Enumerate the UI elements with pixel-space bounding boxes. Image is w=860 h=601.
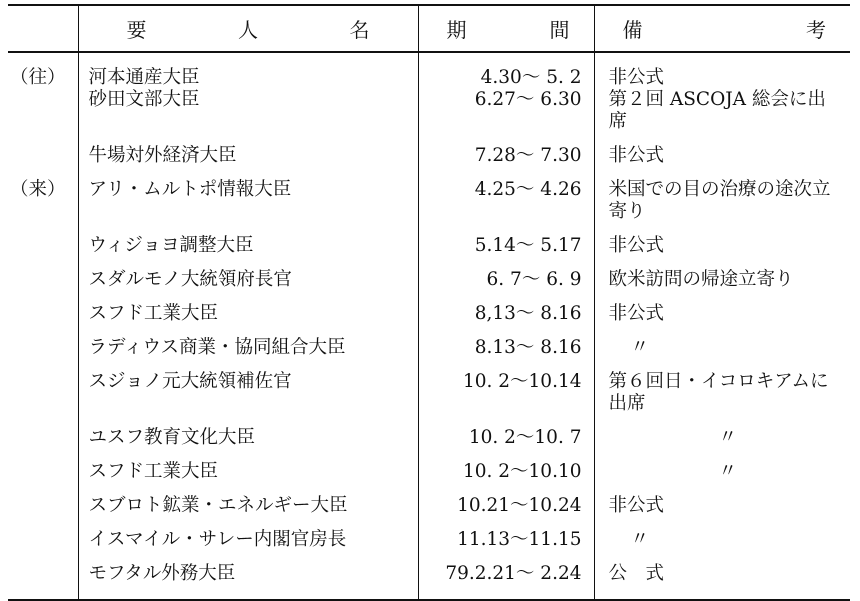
header-remarks <box>594 5 850 52</box>
table-row <box>8 529 850 563</box>
direction-label <box>8 89 78 145</box>
visit-period: 10. 2～10.14 <box>418 371 594 427</box>
direction-label <box>8 427 78 461</box>
direction-label <box>8 337 78 371</box>
table-row <box>8 427 850 461</box>
official-name: スジョノ元大統領補佐官 <box>78 371 418 427</box>
remarks: 非公式 <box>594 145 850 179</box>
remarks: 非公式 <box>594 52 850 89</box>
remarks-ditto-mark: 〃 <box>594 427 850 461</box>
visit-period: 10.21～10.24 <box>418 495 594 529</box>
official-name: 砂田文部大臣 <box>78 89 418 145</box>
remarks: 非公式 <box>594 495 850 529</box>
table-row <box>8 303 850 337</box>
direction-label <box>8 145 78 179</box>
visit-period: 8,13～ 8.16 <box>418 303 594 337</box>
remarks: 米国での目の治療の途次立寄り <box>594 179 850 235</box>
official-name: 牛場対外経済大臣 <box>78 145 418 179</box>
table-row <box>8 179 850 235</box>
header-remarks-char: 備 <box>622 18 643 42</box>
official-name: モフタル外務大臣 <box>78 563 418 600</box>
table-row <box>8 89 850 145</box>
direction-label <box>8 529 78 563</box>
header-period-char: 期 <box>446 18 467 42</box>
table-row <box>8 461 850 495</box>
remarks-ditto-mark: 〃 <box>594 461 850 495</box>
visit-period: 8.13～ 8.16 <box>418 337 594 371</box>
official-name: ウィジョヨ調整大臣 <box>78 235 418 269</box>
header-name-char: 人 <box>238 18 258 42</box>
direction-label: （来） <box>10 179 66 200</box>
direction-label: （往） <box>10 67 66 88</box>
header-period <box>418 5 594 52</box>
header-name <box>78 5 418 52</box>
official-name: 河本通産大臣 <box>78 52 418 89</box>
remarks-ditto-mark: 〃 <box>594 337 850 371</box>
official-name: スフド工業大臣 <box>78 303 418 337</box>
official-name: ユスフ教育文化大臣 <box>78 427 418 461</box>
remarks: 欧米訪問の帰途立寄り <box>594 269 850 303</box>
header-direction <box>8 5 78 52</box>
official-name: スフド工業大臣 <box>78 461 418 495</box>
table-row <box>8 145 850 179</box>
visit-period: 7.28～ 7.30 <box>418 145 594 179</box>
table-row <box>8 52 850 89</box>
direction-label <box>8 563 78 600</box>
remarks: 非公式 <box>594 235 850 269</box>
direction-label <box>8 303 78 337</box>
direction-label <box>8 495 78 529</box>
header-period-char: 間 <box>549 18 570 42</box>
table-row <box>8 371 850 427</box>
remarks-ditto-mark: 〃 <box>594 529 850 563</box>
direction-label <box>8 235 78 269</box>
visit-period: 10. 2～10. 7 <box>418 427 594 461</box>
table-row <box>8 269 850 303</box>
table-header-row <box>8 5 850 52</box>
header-name-char: 名 <box>349 18 370 42</box>
official-name: スダルモノ大統領府長官 <box>78 269 418 303</box>
visit-period: 4.30～ 5. 2 <box>418 52 594 89</box>
header-remarks-char: 考 <box>806 18 826 42</box>
header-name-char: 要 <box>126 18 147 42</box>
visit-period: 11.13～11.15 <box>418 529 594 563</box>
remarks: 第２回 ASCOJA 総会に出席 <box>594 89 850 145</box>
table-row <box>8 235 850 269</box>
official-name: ラディウス商業・協同組合大臣 <box>78 337 418 371</box>
official-name: アリ・ムルトポ情報大臣 <box>78 179 418 235</box>
visit-period: 79.2.21～ 2.24 <box>418 563 594 600</box>
visit-period: 4.25～ 4.26 <box>418 179 594 235</box>
direction-label <box>8 371 78 427</box>
direction-label <box>8 461 78 495</box>
official-name: スブロト鉱業・エネルギー大臣 <box>78 495 418 529</box>
official-name: イスマイル・サレー内閣官房長 <box>78 529 418 563</box>
table-row <box>8 337 850 371</box>
remarks: 公 式 <box>594 563 850 600</box>
table-row <box>8 563 850 600</box>
visit-period: 6. 7～ 6. 9 <box>418 269 594 303</box>
visits-table <box>8 4 850 601</box>
table-row <box>8 495 850 529</box>
visit-period: 10. 2～10.10 <box>418 461 594 495</box>
remarks: 第６回日・イコロキアムに出席 <box>594 371 850 427</box>
visit-period: 5.14～ 5.17 <box>418 235 594 269</box>
direction-label <box>8 269 78 303</box>
remarks: 非公式 <box>594 303 850 337</box>
visit-period: 6.27～ 6.30 <box>418 89 594 145</box>
